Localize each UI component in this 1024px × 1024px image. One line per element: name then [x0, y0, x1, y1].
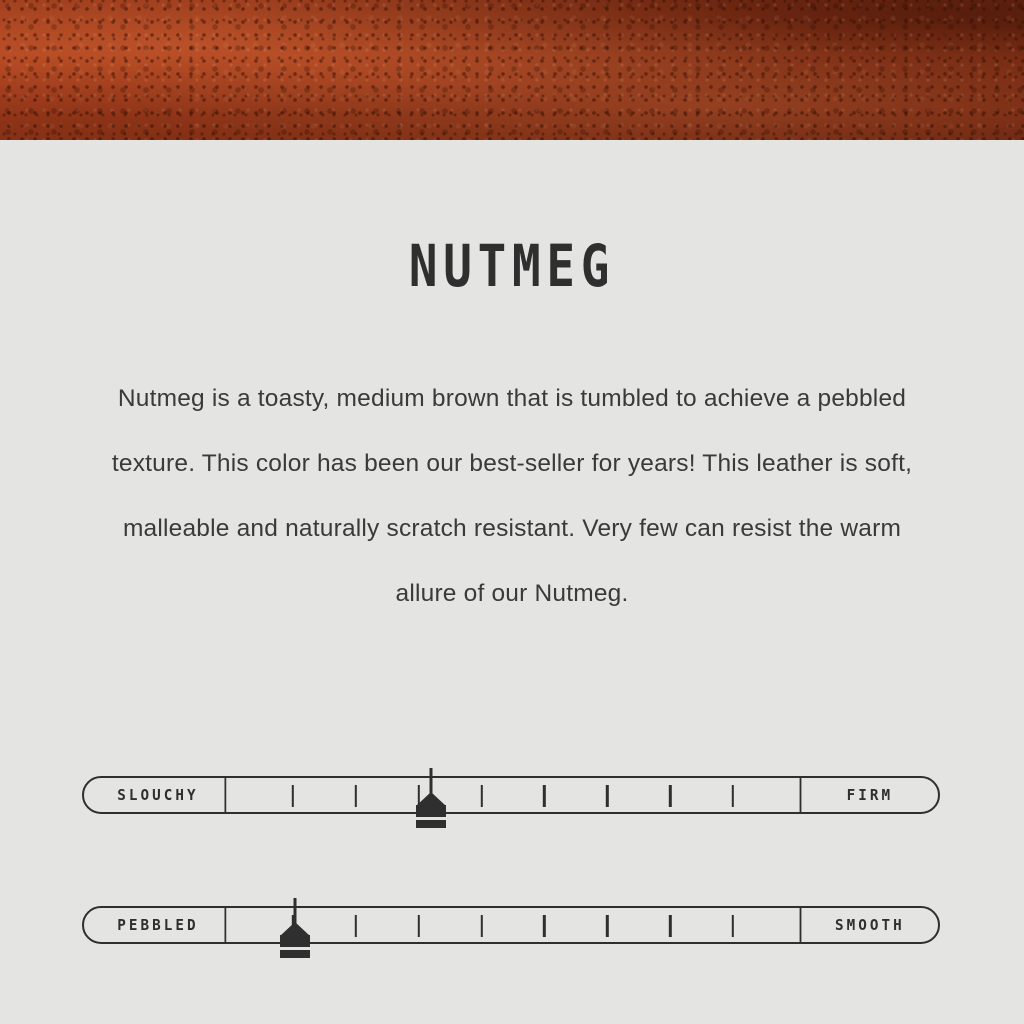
- page-title: NUTMEG: [408, 232, 616, 300]
- leather-shading-overlay: [0, 0, 1024, 140]
- structure-scale-bar: [82, 776, 940, 814]
- texture-scale-left-label: PEBBLED: [88, 908, 227, 942]
- texture-scale-row: [82, 906, 940, 980]
- color-description: Nutmeg is a toasty, medium brown that is tumbled to achieve a pebbled texture. This color has been our best-seller for years! This leather is soft, malleable and naturally scratch resistant. Very few can resist the warm allure of our Nutmeg.: [111, 385, 913, 607]
- scale-group: [82, 776, 940, 980]
- structure-scale-row: [82, 776, 940, 850]
- structure-scale-right-label: FIRM: [800, 778, 935, 812]
- texture-scale-right-label: SMOOTH: [800, 908, 935, 942]
- leather-hero-image: [0, 0, 1024, 140]
- structure-scale-left-label: SLOUCHY: [88, 778, 227, 812]
- texture-scale-ticks: [230, 908, 796, 942]
- structure-scale-ticks: [230, 778, 796, 812]
- texture-scale-bar: [82, 906, 940, 944]
